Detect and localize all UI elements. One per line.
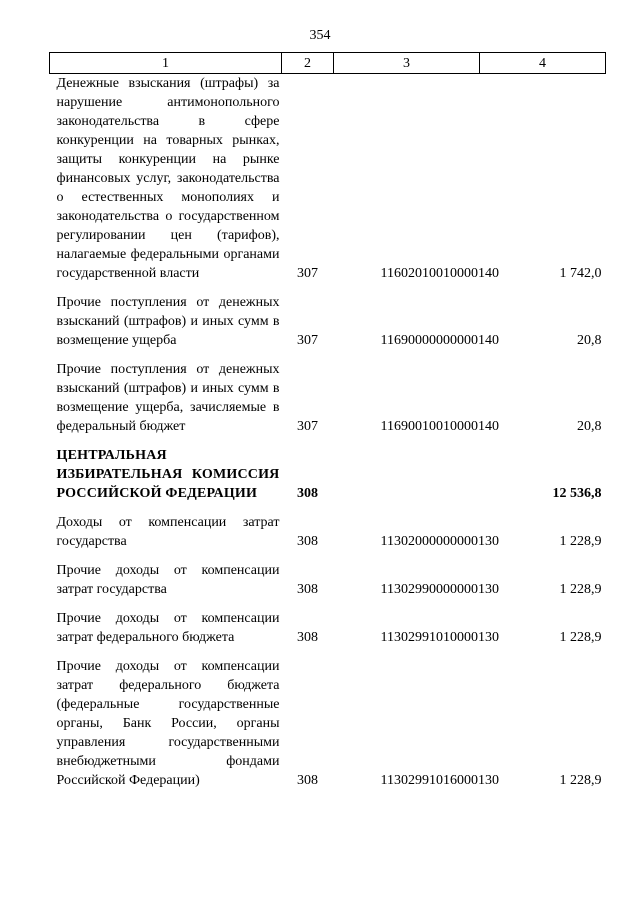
header-column-1: 1 (50, 53, 282, 74)
row-kbk-code: 11302991010000130 (380, 630, 499, 645)
table-header (50, 53, 606, 74)
row-kbk-code (334, 446, 480, 503)
row-description: ЦЕНТРАЛЬНАЯ ИЗБИРАТЕЛЬНАЯ КОМИССИЯ РОССИЙСКОЙ ФЕДЕРАЦИИ (56, 448, 280, 501)
row-admin-code: 307 (297, 419, 318, 434)
header-column-3: 3 (334, 53, 480, 74)
table-row (50, 561, 606, 599)
row-description: Доходы от компенсации затрат государства (56, 515, 280, 549)
row-admin-code: 308 (297, 486, 318, 501)
row-admin-code: 307 (297, 266, 318, 281)
row-admin-code: 307 (297, 333, 318, 348)
row-description: Прочие поступления от денежных взысканий (штрафов) и иных сумм в возмещение ущерба, зачисляемые в федеральный бюджет (56, 362, 280, 434)
row-description: Прочие доходы от компенсации затрат федерального бюджета (федеральные государственные органы, Банк России, органы управления государственными внебюджетными фондами Российской Федерации) (56, 659, 280, 788)
row-amount: 12 536,8 (552, 486, 602, 501)
row-amount: 1 228,9 (559, 773, 602, 788)
table-row (50, 609, 606, 647)
row-amount: 20,8 (577, 333, 602, 348)
row-amount: 1 228,9 (559, 630, 602, 645)
row-description: Денежные взыскания (штрафы) за нарушение антимонопольного законодательства в сфере конкуренции на товарных рынках, защиты конкуренции на рынке финансовых услуг, законодательства о естественных монополиях и законодательства о государственном регулировании цен (тарифов), налагаемые федеральными органами государственной власти (56, 76, 280, 281)
row-kbk-code: 11302991016000130 (380, 773, 499, 788)
row-kbk-code: 11602010010000140 (380, 266, 499, 281)
table-row (50, 360, 606, 436)
row-admin-code: 308 (297, 534, 318, 549)
table-row (50, 74, 606, 284)
row-amount: 1 228,9 (559, 534, 602, 549)
row-description: Прочие доходы от компенсации затрат федерального бюджета (56, 611, 280, 645)
row-kbk-code: 11302000000000130 (380, 534, 499, 549)
header-column-2: 2 (282, 53, 334, 74)
row-admin-code: 308 (297, 773, 318, 788)
table-row (50, 513, 606, 551)
row-amount: 1 742,0 (559, 266, 602, 281)
row-kbk-code: 11690000000000140 (380, 333, 499, 348)
row-amount: 20,8 (577, 419, 602, 434)
header-column-4: 4 (480, 53, 606, 74)
row-admin-code: 308 (297, 582, 318, 597)
table-row (50, 657, 606, 790)
page-number: 354 (309, 28, 331, 43)
row-amount: 1 228,9 (559, 582, 602, 597)
row-description: Прочие поступления от денежных взысканий (штрафов) и иных сумм в возмещение ущерба (56, 295, 280, 348)
table-row (50, 293, 606, 350)
budget-revenue-table (49, 52, 606, 790)
row-kbk-code: 11302990000000130 (380, 582, 499, 597)
row-kbk-code: 11690010010000140 (380, 419, 499, 434)
table-row-section-total (50, 446, 606, 503)
row-description: Прочие доходы от компенсации затрат государства (56, 563, 280, 597)
row-admin-code: 308 (297, 630, 318, 645)
